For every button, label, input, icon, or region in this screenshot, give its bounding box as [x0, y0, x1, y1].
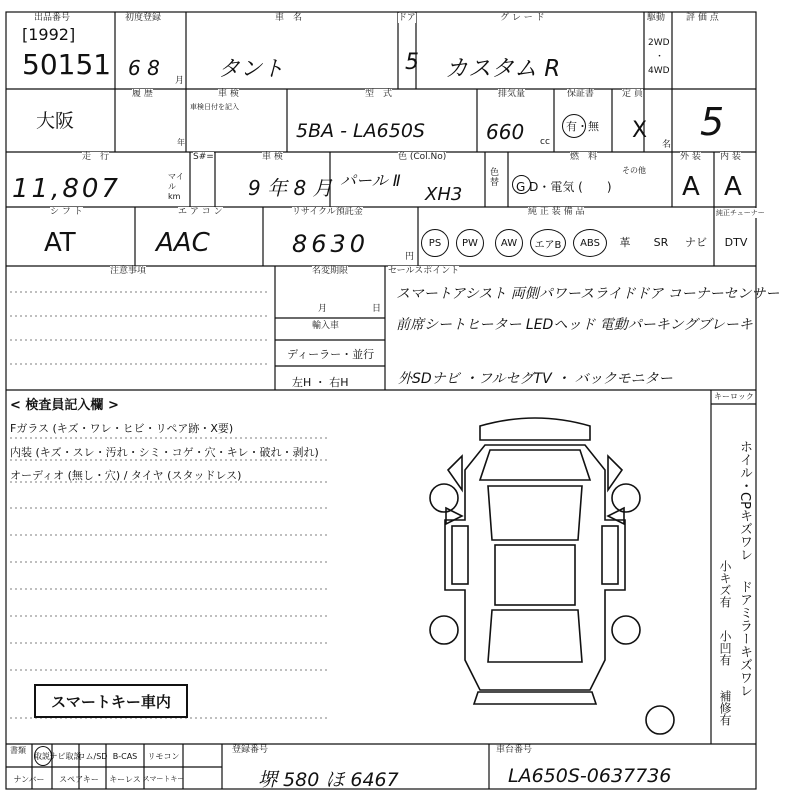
grade-label: グ レ ー ド — [500, 13, 545, 23]
reg-label: 登録番号 — [232, 745, 269, 755]
equip-pw: PW — [456, 229, 484, 257]
doc-label: 書類 — [10, 746, 26, 755]
equip-label: 純 正 装 備 品 — [528, 207, 585, 217]
int-label: 内 装 — [720, 152, 741, 162]
tuner-label: 純正チューナー — [716, 209, 765, 217]
shift-value: AT — [44, 228, 76, 258]
name-value: タント — [218, 57, 285, 82]
fuel-label: 燃 料 — [570, 152, 598, 162]
first-reg-unit: 月 — [175, 76, 185, 86]
seats-unit: 名 — [662, 140, 672, 150]
side-note-5: 補修有 — [718, 690, 732, 726]
equip-navi: ナビ — [685, 236, 707, 249]
sales-line2: 前席シートヒーター LEDヘッド 電動パーキングブレーキ — [396, 317, 753, 333]
month-label: 月 — [318, 304, 328, 314]
color-value: パール Ⅱ — [340, 171, 401, 190]
key-lock-label: キーロック — [714, 392, 754, 401]
equip-sr: SR — [653, 235, 669, 249]
inspector-line2: 内装 (キズ・スレ・汚れ・シミ・コゲ・穴・キレ・破れ・剥れ) — [10, 446, 319, 459]
drive-label: 駆動 — [647, 13, 666, 23]
item-remote: リモコン — [147, 751, 180, 761]
ac-label: エ ア コ ン — [178, 207, 223, 217]
item-navi-manual: ナビ取説 — [49, 751, 82, 761]
ext-label: 外 装 — [680, 152, 701, 162]
shift-label: シ フ ト — [50, 207, 83, 217]
inspection-label: 車 検 — [218, 89, 239, 99]
year-model-label: 車 検 — [262, 152, 283, 162]
reg-value: 堺 580 ほ 6467 — [258, 769, 399, 791]
name-change-label: 名変期限 — [312, 266, 349, 276]
inspector-line1: Fガラス (キズ・ワレ・ヒビ・リペア跡・X要) — [10, 422, 234, 435]
first-reg-value: 6 8 — [128, 56, 160, 80]
seats-value: X — [632, 118, 648, 143]
cc-label: 排気量 — [498, 89, 526, 99]
color-change: 色 替 — [490, 168, 500, 188]
item-spare-key: スペアキー — [59, 774, 99, 784]
item-rom-sd: ロム/SD — [77, 751, 108, 761]
score-label: 評 価 点 — [686, 13, 719, 23]
caution-label: 注意事項 — [110, 266, 147, 276]
mileage-label: 走 行 — [82, 152, 110, 162]
inspector-title: < 検査員記入欄 > — [10, 398, 119, 413]
name-label: 車 名 — [275, 13, 303, 23]
mileage-value: 11,807 — [12, 174, 121, 204]
year-model-value: 9 年 8 月 — [248, 176, 333, 200]
lot-number: 50151 — [22, 48, 112, 81]
chassis-label: 車台番号 — [496, 745, 533, 755]
wheel-circles — [430, 484, 674, 734]
inspection-note: 車検日付を記入 — [190, 103, 239, 111]
color-label: 色 (Col.No) — [398, 152, 447, 162]
equip-ps: PS — [421, 229, 449, 257]
item-plate: ナンバー — [13, 774, 45, 784]
int-value: A — [724, 172, 742, 202]
side-note-3: 小キズ有 — [718, 560, 732, 608]
equip-airbag: エアB — [530, 229, 566, 257]
fuel-value: G D・電気 ( ) — [516, 180, 612, 194]
steering-label: 左H ・ 右H — [292, 376, 349, 389]
equip-aw: AW — [495, 229, 523, 257]
import-label: 輸入車 — [312, 321, 340, 331]
first-reg-label: 初度登録 — [125, 13, 162, 23]
warranty-value: 有・無 — [566, 120, 599, 133]
warranty-label: 保証書 — [567, 89, 595, 99]
drive-2wd: 2WD — [648, 38, 670, 48]
mileage-units: マイル km — [168, 172, 184, 201]
equip-abs: ABS — [573, 229, 607, 257]
cc-value: 660 — [486, 120, 525, 144]
year-suffix: 年 — [177, 138, 185, 147]
recycle-unit: 円 — [405, 252, 415, 262]
year-code: [1992] — [22, 25, 76, 44]
recycle-label: リサイクル預託金 — [292, 207, 363, 217]
drive-4wd: 4WD — [648, 66, 670, 76]
side-note-2: ドアミラーキズワレ — [737, 580, 752, 697]
door-value: 5 — [405, 50, 419, 75]
equip-dtv: DTV — [724, 235, 748, 249]
inspector-line3: オーディオ (無し・穴) / タイヤ (スタッドレス) — [10, 469, 242, 482]
model-value: 5BA - LA650S — [296, 120, 425, 142]
score-value: 5 — [700, 100, 725, 144]
sales-line3: 外SDナビ ・フルセグTV ・ バックモニター — [398, 371, 673, 387]
model-label: 型 式 — [365, 89, 393, 99]
sales-line1: スマートアシスト 両側パワースライドドア コーナーセンサー — [396, 286, 780, 302]
door-label: ドア — [398, 13, 416, 23]
smart-key-stamp: スマートキー車内 — [34, 684, 188, 718]
color-no: XH3 — [425, 184, 463, 205]
ext-value: A — [682, 172, 700, 202]
side-note-main: ホイル・CPキズワレ — [737, 440, 752, 561]
day-label: 日 — [372, 304, 382, 314]
chassis-value: LA650S-0637736 — [508, 765, 672, 787]
s-label: S#= — [193, 152, 214, 162]
side-note-4: 小凹有 — [718, 630, 732, 666]
cc-unit: cc — [540, 137, 550, 147]
equip-leather: 革 — [619, 236, 631, 249]
dealer-label: ディーラー・並行 — [287, 348, 375, 361]
form-label: 出品番号 — [34, 13, 71, 23]
item-smart-key: スマートキー — [142, 775, 185, 783]
item-bcas: B-CAS — [112, 751, 138, 761]
item-keyless: キーレス — [109, 774, 141, 784]
ac-value: AAC — [156, 228, 210, 258]
region: 大阪 — [36, 110, 75, 132]
recycle-value: 8630 — [292, 230, 370, 258]
history-label: 履 歴 — [132, 89, 153, 99]
seats-label: 定 員 — [622, 89, 643, 99]
sales-label: セールスポイント — [388, 266, 460, 276]
fuel-other: その他 — [622, 166, 646, 175]
grade-value: カスタム R — [445, 56, 561, 82]
item-manual: 取説 — [34, 751, 50, 761]
